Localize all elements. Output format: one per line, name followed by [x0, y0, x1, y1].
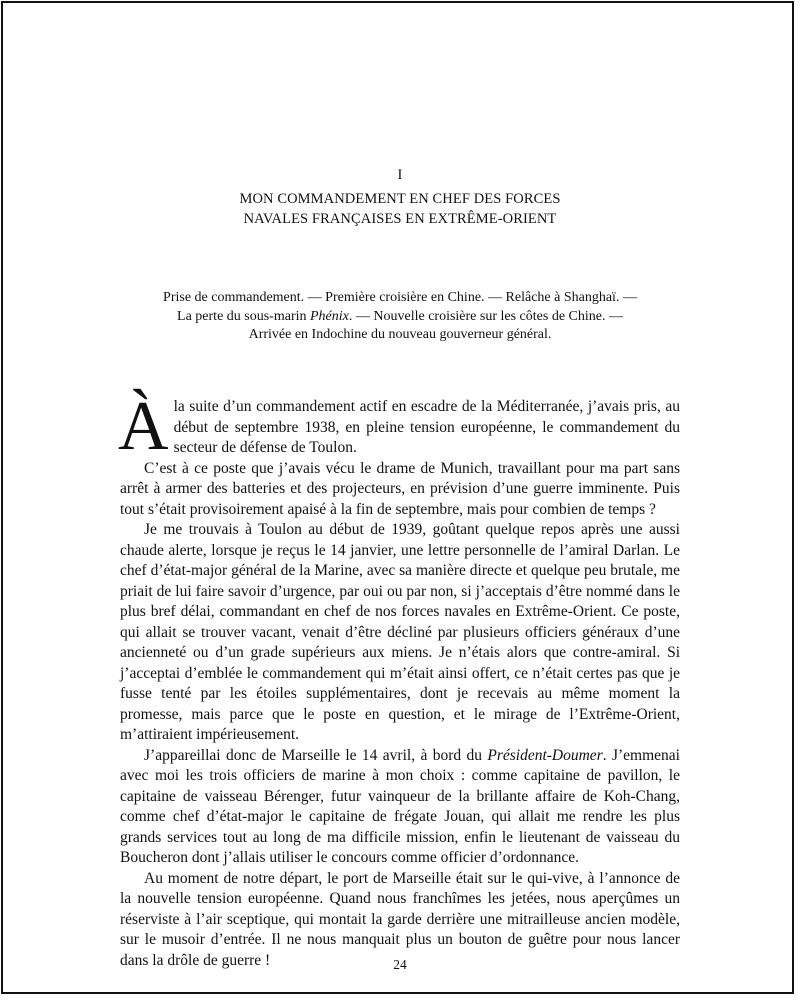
summary-line-2-end: . — Nouvelle croisière sur les côtes de Chine. —: [348, 308, 623, 324]
paragraph-4-start: J’appareillai donc de Marseille le 14 avril, à bord du: [144, 746, 488, 764]
paragraph-2: C’est à ce poste que j’avais vécu le drame de Munich, travaillant pour ma part sans arrêt à armer des batteries et des projecteurs, en prévision d’une guerre imminente. Puis tout s’était provisoirement apaisé à la fin de septembre, mais pour combien de temps ?: [120, 459, 680, 518]
summary-line-2-start: La perte du sous-marin: [177, 308, 310, 324]
paragraph-3: Je me trouvais à Toulon au début de 1939, goûtant quelque repos après une aussi chaude alerte, lorsque je reçus le 14 janvier, une lettre personnelle de l’amiral Darlan. Le chef d’état-major général de la Marine, avec sa manière directe et quelque peu brutale, me priait de lui faire savoir d’urgence, par oui ou par non, si j’acceptais d’être nommé dans le plus bref délai, commandant en chef de nos forces navales en Extrême-Orient. Ce poste, qui allait se trouver vacant, venait d’être décliné par plusieurs officiers généraux d’une ancienneté ou d’un grade supérieurs aux miens. Je n’étais alors que contre-amiral. Si j’acceptai d’emblée le commandement qui m’était ainsi offert, ce n’était certes pas que je fusse tenté par les étoiles supplémentaires, dont je recevais au même moment la promesse, mais parce que le poste en question, et le mirage de l’Extrême-Orient, m’attiraient impérieusement.: [120, 521, 680, 743]
chapter-title-line-1: MON COMMANDEMENT EN CHEF DES FORCES: [239, 191, 561, 207]
paragraph-1: [118, 388, 680, 465]
paragraph-4: [120, 746, 680, 869]
summary-line-2: [120, 308, 680, 327]
summary-line-3: Arrivée en Indochine du nouveau gouverneur général.: [248, 327, 552, 342]
drop-cap: À: [118, 388, 169, 465]
page-number: 24: [393, 957, 407, 972]
paragraph-1-text: la suite d’un commandement actif en escadre de la Méditerranée, j’avais pris, au début de septembre 1938, en pleine tension européenne, le commandement du secteur de défense de Toulon.: [173, 398, 680, 456]
paragraph-5: Au moment de notre départ, le port de Marseille était sur le qui-vive, à l’annonce de la nouvelle tension européenne. Quand nous franchîmes les jetées, nous aperçûmes un réserviste à l’air sceptique, qui montait la garde derrière une mitrailleuse ancien modèle, sur le musoir d’entrée. Il ne nous manquait plus un bouton de guêtre pour nous lancer dans la drôle de guerre !: [120, 869, 680, 969]
paragraph-4-end: . J’emmenai avec moi les trois officiers de marine à mon choix : comme capitaine de pavillon, le capitaine de vaisseau Bérenger, futur vainqueur de la brillante affaire de Koh-Chang, comme chef d’état-major le capitaine de frégate Jouan, qui allait me rendre les plus grands services tout au long de ma difficile mission, enfin le lieutenant de vaisseau du Boucheron dont j’allais utiliser le concours comme officier d’ordonnance.: [120, 746, 680, 866]
chapter-summary: [120, 289, 680, 345]
body-text: [118, 388, 680, 971]
chapter-number: I: [397, 167, 403, 183]
ship-name: Président-Doumer: [487, 746, 603, 764]
chapter-heading: [40, 165, 760, 229]
summary-line-1: Prise de commandement. — Première croisière en Chine. — Relâche à Shanghaï. —: [163, 290, 637, 305]
summary-line-2-italic: Phénix: [310, 308, 349, 324]
chapter-title-line-2: NAVALES FRANÇAISES EN EXTRÊME-ORIENT: [243, 211, 557, 227]
